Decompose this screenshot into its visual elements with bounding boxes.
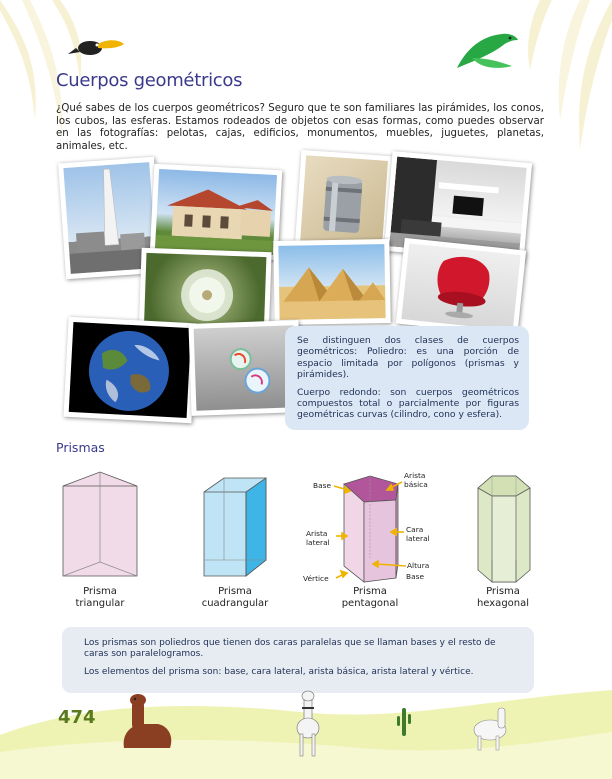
cactus-icon: [396, 706, 412, 736]
prism-triangular-figure: [60, 470, 140, 582]
info-poliedro: Se distinguen dos clases de cuerpos geométricos: Poliedro: es una porción de espacio limitada por polígonos (prismas y pirámides).: [297, 335, 519, 381]
llama-white-icon: [290, 690, 326, 758]
label-prisma-pentagonal: Prisma pentagonal: [341, 586, 399, 609]
prism-hexagonal-figure: [474, 474, 534, 586]
annotation-arista-basica: Arista básica: [404, 471, 428, 489]
annotation-base-top: Base: [313, 481, 331, 490]
label-prisma-cuadrangular: Prisma cuadrangular: [201, 586, 269, 609]
parrot-icon: [452, 28, 522, 72]
info-cuerpo-redondo: Cuerpo redondo: son cuerpos geométricos compuestos total o parcialmente por figuras geométricas curvas (cilindro, cono y esfera).: [297, 386, 519, 421]
photo-earth: [63, 317, 196, 424]
page-number: 474: [58, 707, 96, 728]
summary-elements: Los elementos del prisma son: base, cara lateral, arista básica, arista lateral y vértice.: [84, 666, 474, 677]
annotation-arista-lateral: Arista lateral: [306, 529, 330, 547]
photo-house: [150, 164, 283, 261]
toucan-icon: [68, 32, 126, 62]
summary-box: [62, 627, 534, 693]
prismas-heading: Prismas: [56, 440, 105, 455]
label-prisma-triangular: Prisma triangular: [75, 586, 125, 609]
annotation-cara-lateral: Cara lateral: [406, 525, 430, 543]
prism-cuadrangular-figure: [200, 474, 270, 578]
annotation-vertice: Vértice: [303, 574, 329, 583]
page-title: Cuerpos geométricos: [56, 70, 243, 91]
intro-paragraph: ¿Qué sabes de los cuerpos geométricos? Seguro que te son familiares las pirámides, los conos, los cubos, las esferas. Estamos rodeados de objetos con esas formas, como puedes observar en las fotografías: pelotas, cajas, edificios, monumentos, muebles, juguetes, planetas, animales, etc.: [56, 103, 544, 152]
annotation-base-bottom: Base: [406, 572, 424, 581]
annotation-altura: Altura: [407, 561, 430, 570]
alpaca-brown-icon: [118, 692, 184, 752]
alpaca-white-icon: [468, 704, 510, 752]
photo-pyramids: [273, 239, 390, 325]
photo-red-chair: [396, 238, 526, 336]
label-prisma-hexagonal: Prisma hexagonal: [476, 586, 530, 609]
summary-definition: Los prismas son poliedros que tienen dos caras paralelas que se llaman bases y el resto de caras son paralelogramos.: [84, 638, 496, 660]
info-box: [285, 326, 529, 430]
